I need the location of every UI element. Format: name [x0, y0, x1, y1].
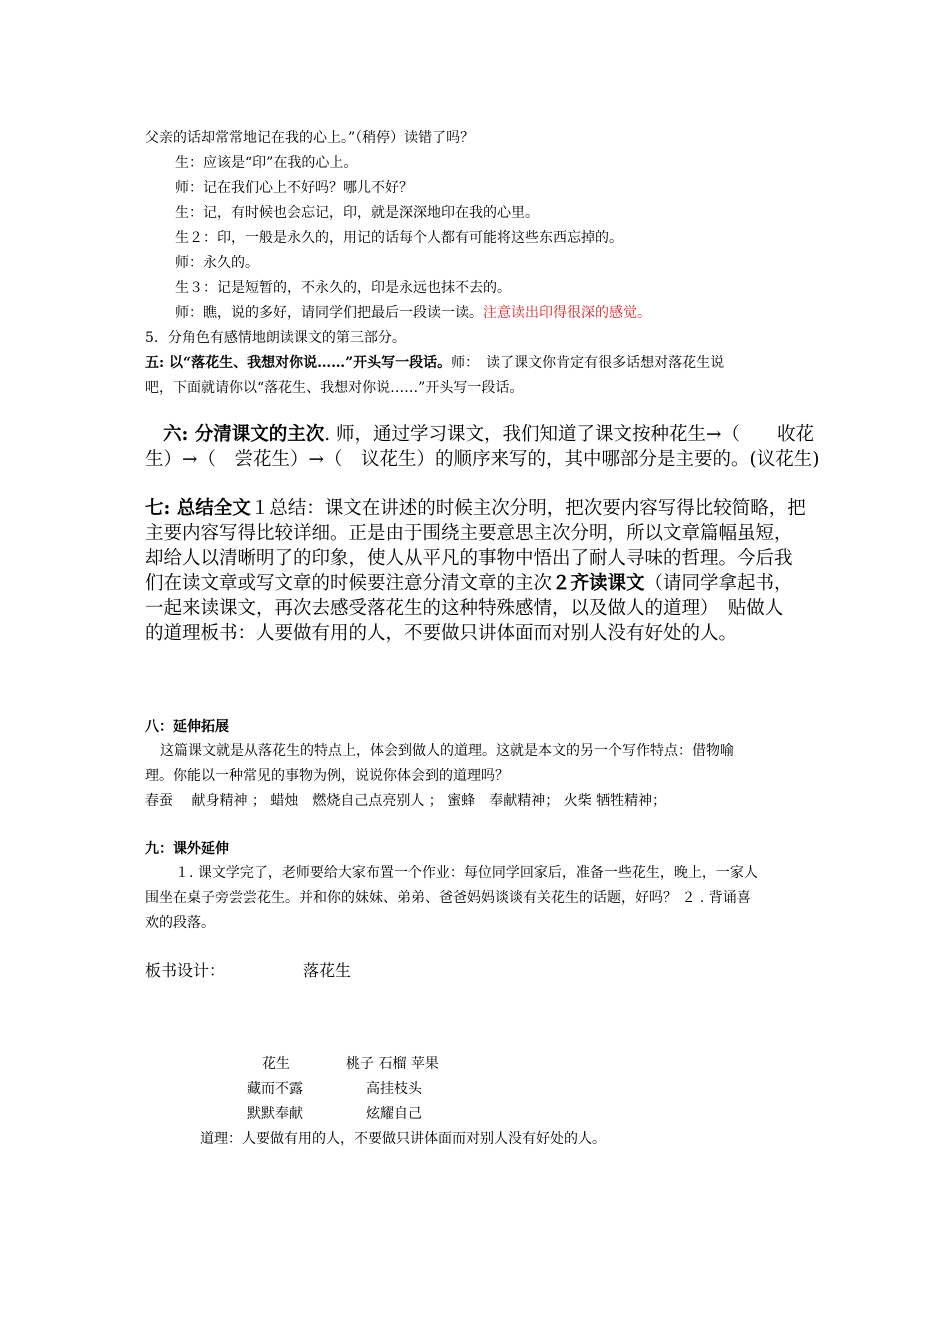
text-line: 生：应该是“印”在我的心上。	[175, 155, 358, 171]
text-line: 一起来读课文，再次去感受落花生的这种特殊感情，以及做人的道理） 贴做人	[145, 598, 784, 619]
board-principle: 道理：人要做有用的人，不要做只讲体面而对别人没有好处的人。	[200, 1131, 606, 1147]
text-segment: 们在读文章或写文章的时候要注意分清文章的主次	[145, 573, 553, 594]
section-6-title: 六: 分清课文的主次	[163, 424, 325, 445]
text-line: 师：永久的。	[175, 255, 259, 271]
text-line: 生：记，有时候也会忘记，印，就是深深地印在我的心里。	[175, 205, 539, 221]
section-7-title: 七: 总结全文	[145, 498, 251, 519]
text-line: 主要内容写得比较详细。正是由于围绕主要意思主次分明，所以文章篇幅虽短，	[145, 523, 793, 544]
board-item: 高挂枝头	[366, 1081, 422, 1097]
section-5-heading-line	[145, 353, 724, 373]
text-segment: . 师，通过学习课文，我们知道了课文按种花生→（ 收花	[324, 424, 815, 445]
text-line	[175, 303, 651, 323]
section-8-title: 八：延伸拓展	[145, 719, 229, 735]
text-line: 的道理板书：人要做有用的人，不要做只讲体面而对别人没有好处的人。	[145, 623, 738, 644]
text-line: 围坐在桌子旁尝尝花生。并和你的妹妹、弟弟、爸爸妈妈谈谈有关花生的话题，好吗？ ２ . 背诵喜	[145, 890, 751, 906]
text-line: 春蚕 献身精神 ； 蜡烛 燃烧自己点亮别人 ； 蜜蜂 奉献精神； 火柴 牺牲精神；	[145, 793, 667, 809]
text-line	[145, 572, 793, 596]
text-line: 生３：记是短暂的，不永久的，印是永远也抹不去的。	[175, 280, 511, 296]
text-line: 5．分角色有感情地朗读课文的第三部分。	[145, 330, 406, 346]
text-line: 欢的段落。	[145, 915, 215, 931]
board-item: 默默奉献	[247, 1106, 303, 1122]
board-design-label: 板书设计：	[145, 961, 226, 980]
section-6-heading-line	[163, 423, 814, 447]
text-line: 生２：印，一般是永久的，用记的话每个人都有可能将这些东西忘掉的。	[175, 230, 623, 246]
highlight-text: 注意读出印得很深的感觉。	[483, 305, 651, 321]
section-9-title: 九：课外延伸	[145, 841, 229, 857]
text-line: 父亲的话却常常地记在我的心上。”（稍停）读错了吗？	[145, 130, 475, 146]
board-item: 藏而不露	[247, 1081, 303, 1097]
text-segment: １总结：课文在讲述的时候主次分明，把次要内容写得比较简略，把	[250, 498, 806, 519]
text-segment: （请同学拿起书，	[644, 573, 793, 594]
text-segment: 师： 读了课文你肯定有很多话想对落花生说	[451, 355, 725, 371]
board-item: 花生	[262, 1056, 290, 1072]
text-line: 师：记在我们心上不好吗？哪儿不好？	[175, 180, 413, 196]
text-line: 吧，下面就请你以“落花生、我想对你说……”开头写一段话。	[145, 380, 524, 396]
board-item: 炫耀自己	[366, 1106, 422, 1122]
board-item: 桃子 石榴 苹果	[346, 1056, 439, 1072]
text-line: 理。你能以一种常见的事物为例，说说你体会到的道理吗？	[145, 768, 509, 784]
board-design-title: 落花生	[303, 961, 352, 980]
text-line: 这篇课文就是从落花生的特点上，体会到做人的道理。这就是本文的另一个写作特点：借物喻	[160, 743, 734, 759]
section-5-title: 五: 以“落花生、我想对你说……”开头写一段话。	[145, 355, 452, 371]
text-line: 生）→（ 尝花生）→（ 议花生）的顺序来写的，其中哪部分是主要的。(议花生)	[145, 449, 820, 470]
text-line: 却给人以清晰明了的印象，使人从平凡的事物中悟出了耐人寻味的哲理。今后我	[145, 548, 793, 569]
text-segment: 师：瞧，说的多好，请同学们把最后一段读一读。	[175, 305, 483, 321]
text-line: １. 课文学完了，老师要给大家布置一个作业：每位同学回家后，准备一些花生，晚上，一家人	[175, 865, 758, 881]
bold-text: ２齐读课文	[552, 573, 645, 594]
section-7-heading-line	[145, 497, 806, 521]
